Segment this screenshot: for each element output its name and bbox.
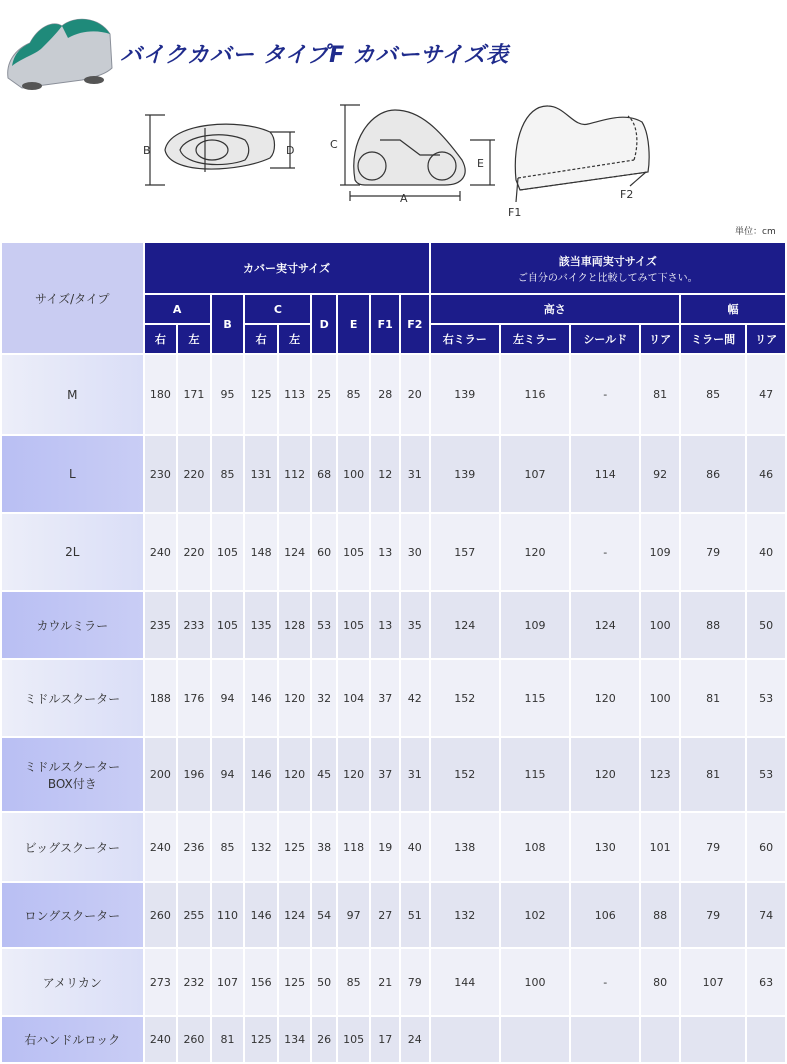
cell-b: 85 <box>212 436 244 512</box>
cell-e: 104 <box>338 660 370 736</box>
cell-c-l: 134 <box>279 1017 311 1062</box>
cell-w-mb: 79 <box>681 813 745 881</box>
cell-w-re: 40 <box>747 514 785 590</box>
col-f2: F2 <box>401 295 429 353</box>
table-row <box>2 738 785 811</box>
col-a: A <box>145 295 210 323</box>
table-row <box>2 514 785 590</box>
cell-f1: 13 <box>371 592 399 658</box>
label-f1: F1 <box>508 206 522 219</box>
cell-e: 100 <box>338 436 370 512</box>
cell-h-re: 81 <box>641 355 679 434</box>
cell-w-mb: 88 <box>681 592 745 658</box>
sub-c-left: 左 <box>279 325 311 353</box>
cell-c-l: 112 <box>279 436 311 512</box>
cell-c-r: 146 <box>245 738 277 811</box>
cell-c-r: 146 <box>245 660 277 736</box>
cell-h-sh: - <box>571 514 639 590</box>
cell-f1: 37 <box>371 738 399 811</box>
cell-h-lm: 115 <box>501 738 569 811</box>
cell-h-rm: 139 <box>431 355 499 434</box>
cell-w-re <box>747 1017 785 1062</box>
cell-e: 85 <box>338 355 370 434</box>
cell-a-l: 220 <box>178 436 210 512</box>
cell-h-lm: 116 <box>501 355 569 434</box>
cell-f2: 42 <box>401 660 429 736</box>
cell-a-r: 240 <box>145 813 177 881</box>
cell-c-l: 124 <box>279 514 311 590</box>
cell-d: 68 <box>312 436 335 512</box>
cell-w-mb: 86 <box>681 436 745 512</box>
cell-a-r: 188 <box>145 660 177 736</box>
sub-a-right: 右 <box>145 325 177 353</box>
label-c: C <box>330 138 338 151</box>
cell-h-rm: 144 <box>431 949 499 1015</box>
cell-h-lm: 109 <box>501 592 569 658</box>
cell-h-rm: 138 <box>431 813 499 881</box>
cell-h-sh: - <box>571 355 639 434</box>
row-label <box>2 738 143 811</box>
unit-note: 単位：cm <box>735 227 776 237</box>
table-row <box>2 1017 785 1062</box>
cell-h-rm <box>431 1017 499 1062</box>
vehicle-size-note: ご自分のバイクと比較してみて下さい。 <box>517 272 698 284</box>
label-b: B <box>143 144 151 157</box>
cell-h-lm: 120 <box>501 514 569 590</box>
cell-f2: 51 <box>401 883 429 947</box>
sub-shield: シールド <box>571 325 639 353</box>
label-e: E <box>477 157 484 170</box>
cell-f2: 35 <box>401 592 429 658</box>
cell-h-rm: 139 <box>431 436 499 512</box>
row-label <box>2 1017 143 1062</box>
row-label-text: カウルミラー <box>36 618 109 633</box>
cell-a-l: 255 <box>178 883 210 947</box>
cell-c-l: 120 <box>279 738 311 811</box>
table-body <box>2 355 785 1062</box>
table-row <box>2 883 785 947</box>
cell-f1: 28 <box>371 355 399 434</box>
cell-d: 38 <box>312 813 335 881</box>
cell-d: 32 <box>312 660 335 736</box>
sub-rear-width: リア <box>747 325 785 353</box>
cell-b: 105 <box>212 514 244 590</box>
sub-a-left: 左 <box>178 325 210 353</box>
cell-f2: 31 <box>401 436 429 512</box>
cell-h-re: 88 <box>641 883 679 947</box>
sub-c-right: 右 <box>245 325 277 353</box>
vehicle-size-header <box>431 243 785 293</box>
cell-c-r: 132 <box>245 813 277 881</box>
cell-d: 50 <box>312 949 335 1015</box>
cell-f1: 17 <box>371 1017 399 1062</box>
cell-f1: 13 <box>371 514 399 590</box>
size-table <box>0 241 787 1064</box>
cell-a-r: 200 <box>145 738 177 811</box>
cell-f2: 31 <box>401 738 429 811</box>
cell-w-mb: 79 <box>681 883 745 947</box>
cell-h-re: 101 <box>641 813 679 881</box>
cell-h-lm: 107 <box>501 436 569 512</box>
cell-d: 53 <box>312 592 335 658</box>
cell-w-mb: 81 <box>681 738 745 811</box>
cell-f1: 12 <box>371 436 399 512</box>
cell-c-l: 113 <box>279 355 311 434</box>
cell-w-re: 47 <box>747 355 785 434</box>
cell-c-r: 125 <box>245 1017 277 1062</box>
cell-f1: 21 <box>371 949 399 1015</box>
cell-c-l: 125 <box>279 813 311 881</box>
side-view-diagram <box>340 105 495 201</box>
col-d: D <box>312 295 335 353</box>
row-label <box>2 813 143 881</box>
cell-w-re: 63 <box>747 949 785 1015</box>
dimension-diagrams <box>0 100 787 240</box>
cell-b: 94 <box>212 660 244 736</box>
table-row <box>2 813 785 881</box>
cell-d: 54 <box>312 883 335 947</box>
cell-b: 110 <box>212 883 244 947</box>
cell-h-lm <box>501 1017 569 1062</box>
row-label-text: アメリカン <box>42 975 102 990</box>
cell-h-rm: 152 <box>431 738 499 811</box>
cell-h-lm: 100 <box>501 949 569 1015</box>
cell-b: 85 <box>212 813 244 881</box>
cell-h-sh: 120 <box>571 738 639 811</box>
cell-h-rm: 124 <box>431 592 499 658</box>
sub-rear-height: リア <box>641 325 679 353</box>
cell-f1: 37 <box>371 660 399 736</box>
cell-a-r: 240 <box>145 1017 177 1062</box>
cell-h-lm: 115 <box>501 660 569 736</box>
cell-b: 95 <box>212 355 244 434</box>
col-f1: F1 <box>371 295 399 353</box>
cell-h-rm: 157 <box>431 514 499 590</box>
row-label-text: ビッグスクーター <box>24 840 120 855</box>
cell-w-re: 74 <box>747 883 785 947</box>
cell-w-re: 53 <box>747 738 785 811</box>
cell-a-l: 196 <box>178 738 210 811</box>
cell-h-re: 92 <box>641 436 679 512</box>
cell-a-r: 273 <box>145 949 177 1015</box>
cell-h-lm: 108 <box>501 813 569 881</box>
cell-c-l: 120 <box>279 660 311 736</box>
cell-f1: 27 <box>371 883 399 947</box>
row-label-text: 右ハンドルロック <box>24 1033 121 1047</box>
cell-a-r: 180 <box>145 355 177 434</box>
cell-d: 45 <box>312 738 335 811</box>
cell-f2: 40 <box>401 813 429 881</box>
col-c: C <box>245 295 310 323</box>
row-label-text: L <box>68 467 76 481</box>
row-label-text: 2L <box>65 545 80 559</box>
cell-e: 105 <box>338 592 370 658</box>
cell-b: 107 <box>212 949 244 1015</box>
cell-h-sh: 106 <box>571 883 639 947</box>
page-title: バイクカバー タイプF カバーサイズ表 <box>120 43 509 68</box>
cover-size-header: カバー実寸サイズ <box>145 243 429 293</box>
table-row <box>2 949 785 1015</box>
cell-h-re: 123 <box>641 738 679 811</box>
top-view-diagram <box>145 115 295 185</box>
row-label-text: M <box>67 387 78 402</box>
cell-c-r: 156 <box>245 949 277 1015</box>
corner-header: サイズ/タイプ <box>2 243 143 353</box>
cell-h-re: 109 <box>641 514 679 590</box>
cell-c-r: 125 <box>245 355 277 434</box>
cell-d: 25 <box>312 355 335 434</box>
cell-w-re: 46 <box>747 436 785 512</box>
label-a: A <box>400 192 408 205</box>
label-d: D <box>286 144 295 157</box>
row-label-subtext: BOX付き <box>47 776 97 791</box>
cell-h-rm: 132 <box>431 883 499 947</box>
row-label-text: ミドルスクーター <box>24 691 121 706</box>
cell-w-mb: 107 <box>681 949 745 1015</box>
cell-d: 60 <box>312 514 335 590</box>
cell-b: 81 <box>212 1017 244 1062</box>
cell-c-r: 131 <box>245 436 277 512</box>
cell-a-l: 176 <box>178 660 210 736</box>
cell-d: 26 <box>312 1017 335 1062</box>
cell-w-mb: 85 <box>681 355 745 434</box>
sub-right-mirror: 右ミラー <box>431 325 499 353</box>
cell-w-re: 53 <box>747 660 785 736</box>
cell-a-r: 235 <box>145 592 177 658</box>
cell-a-r: 260 <box>145 883 177 947</box>
cell-e: 97 <box>338 883 370 947</box>
cell-f1: 19 <box>371 813 399 881</box>
table-row <box>2 436 785 512</box>
cell-h-sh: 114 <box>571 436 639 512</box>
sub-left-mirror: 左ミラー <box>501 325 569 353</box>
cell-h-sh <box>571 1017 639 1062</box>
row-label <box>2 883 143 947</box>
cell-w-re: 50 <box>747 592 785 658</box>
col-e: E <box>338 295 370 353</box>
cell-f2: 30 <box>401 514 429 590</box>
col-b: B <box>212 295 244 353</box>
cell-w-re: 60 <box>747 813 785 881</box>
cell-h-re: 100 <box>641 592 679 658</box>
cell-a-l: 233 <box>178 592 210 658</box>
row-label <box>2 436 143 512</box>
cell-a-r: 240 <box>145 514 177 590</box>
cell-c-r: 135 <box>245 592 277 658</box>
table-row <box>2 355 785 434</box>
cell-e: 85 <box>338 949 370 1015</box>
sub-mirror-between: ミラー間 <box>681 325 745 353</box>
cell-e: 105 <box>338 1017 370 1062</box>
row-label <box>2 355 143 434</box>
cell-h-rm: 152 <box>431 660 499 736</box>
row-label-text: ロングスクーター <box>24 908 121 923</box>
cell-a-l: 220 <box>178 514 210 590</box>
cell-c-r: 148 <box>245 514 277 590</box>
row-label-text: ミドルスクーター <box>24 759 121 774</box>
vehicle-size-title: 該当車両実寸サイズ <box>558 254 657 268</box>
row-label <box>2 514 143 590</box>
cell-c-r: 146 <box>245 883 277 947</box>
cell-h-re: 100 <box>641 660 679 736</box>
cell-b: 105 <box>212 592 244 658</box>
cell-b: 94 <box>212 738 244 811</box>
cell-a-l: 260 <box>178 1017 210 1062</box>
cell-h-re <box>641 1017 679 1062</box>
cell-f2: 20 <box>401 355 429 434</box>
row-label <box>2 592 143 658</box>
col-width: 幅 <box>681 295 785 323</box>
cell-e: 105 <box>338 514 370 590</box>
cell-w-mb <box>681 1017 745 1062</box>
table-row <box>2 592 785 658</box>
cell-e: 118 <box>338 813 370 881</box>
row-label <box>2 949 143 1015</box>
cell-w-mb: 79 <box>681 514 745 590</box>
bike-cover-image <box>2 8 114 94</box>
header <box>0 0 787 100</box>
cell-a-l: 232 <box>178 949 210 1015</box>
cell-c-l: 124 <box>279 883 311 947</box>
cell-c-l: 125 <box>279 949 311 1015</box>
row-label <box>2 660 143 736</box>
cell-a-r: 230 <box>145 436 177 512</box>
col-height: 高さ <box>431 295 679 323</box>
cell-h-lm: 102 <box>501 883 569 947</box>
cell-h-sh: 120 <box>571 660 639 736</box>
table-row <box>2 660 785 736</box>
cell-e: 120 <box>338 738 370 811</box>
cell-a-l: 236 <box>178 813 210 881</box>
cell-c-l: 128 <box>279 592 311 658</box>
cell-f2: 79 <box>401 949 429 1015</box>
cell-h-sh: - <box>571 949 639 1015</box>
label-f2: F2 <box>620 188 634 201</box>
cell-a-l: 171 <box>178 355 210 434</box>
cell-w-mb: 81 <box>681 660 745 736</box>
cell-f2: 24 <box>401 1017 429 1062</box>
cell-h-sh: 130 <box>571 813 639 881</box>
cell-h-sh: 124 <box>571 592 639 658</box>
cell-h-re: 80 <box>641 949 679 1015</box>
